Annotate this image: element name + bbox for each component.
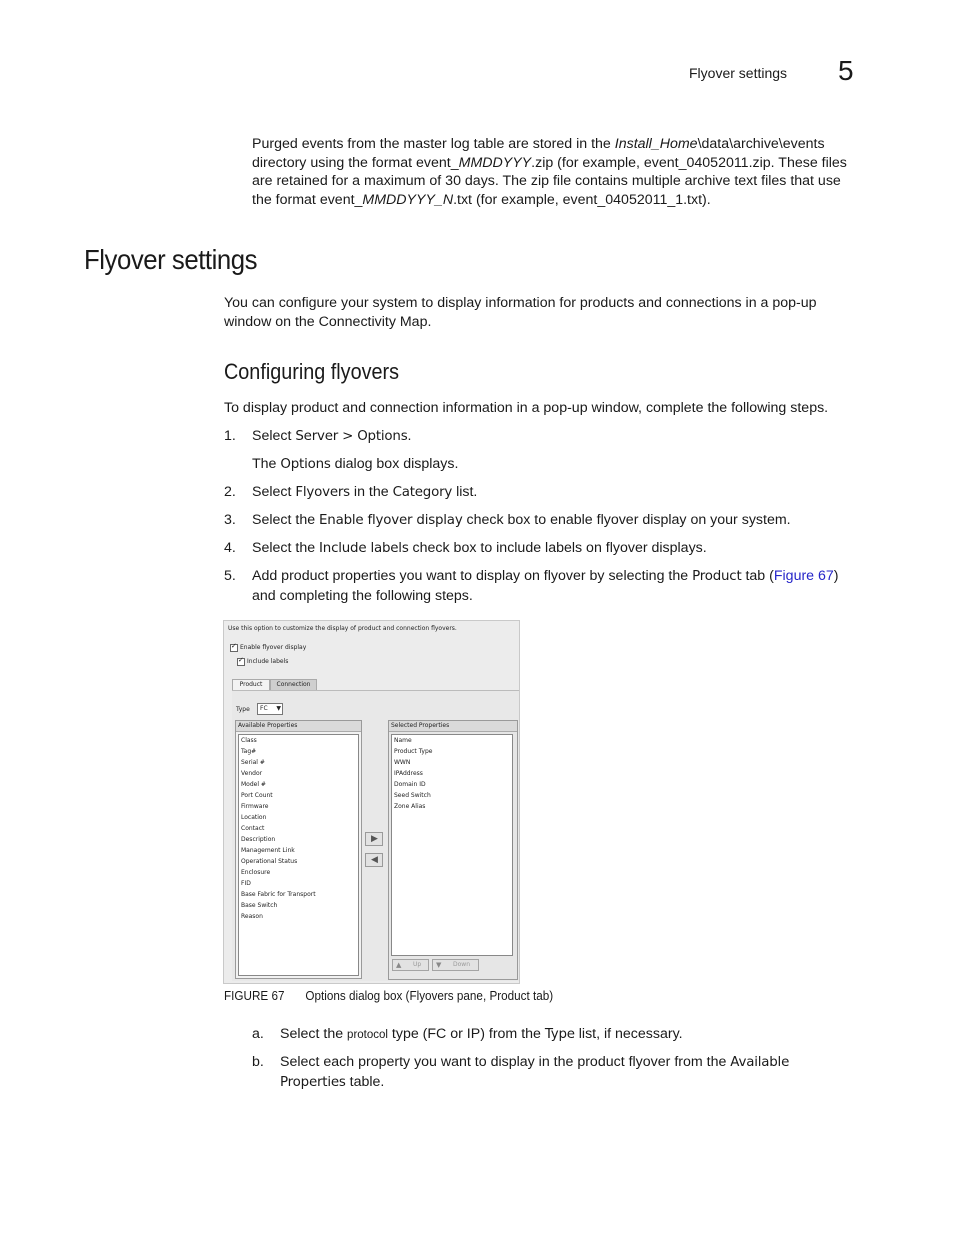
- type-label: Type: [236, 706, 250, 713]
- selected-properties-header: Selected Properties: [389, 721, 517, 732]
- available-properties-box[interactable]: [238, 734, 359, 976]
- product-tab-pane: [232, 690, 519, 981]
- type-select[interactable]: [257, 703, 283, 715]
- remove-property-button[interactable]: [365, 853, 383, 867]
- list-item[interactable]: Model #: [241, 781, 266, 788]
- tab-product[interactable]: Product: [232, 679, 270, 690]
- list-item[interactable]: FID: [241, 880, 251, 887]
- figure-67-link[interactable]: Figure 67: [773, 568, 834, 584]
- list-item[interactable]: Contact: [241, 825, 265, 832]
- step-number: 4.: [224, 540, 236, 556]
- substep-b: b. Select each property you want to display in the product flyover from the Available Properties table.: [252, 1054, 790, 1090]
- chapter-number: 5: [838, 55, 854, 86]
- list-item[interactable]: WWN: [394, 759, 411, 766]
- list-item[interactable]: Vendor: [241, 770, 263, 777]
- list-item[interactable]: Base Fabric for Transport: [241, 891, 316, 898]
- list-item[interactable]: Domain ID: [394, 781, 426, 788]
- list-item[interactable]: Name: [394, 737, 412, 744]
- section-heading: Flyover settings: [84, 244, 258, 275]
- add-property-button[interactable]: [365, 832, 383, 846]
- list-item[interactable]: Location: [241, 814, 267, 821]
- step-number: 1.: [224, 428, 236, 444]
- step-number: 5.: [224, 568, 236, 584]
- list-item[interactable]: Management Link: [241, 847, 295, 854]
- list-item[interactable]: Description: [241, 836, 276, 843]
- substep-a: a. Select the protocol type (FC or IP) from the Type list, if necessary.: [252, 1026, 683, 1042]
- chevron-down-icon: ▼: [276, 705, 281, 712]
- step-number: 3.: [224, 512, 236, 528]
- list-item[interactable]: Tag#: [241, 748, 257, 755]
- options-dialog-figure: [223, 620, 520, 984]
- list-item[interactable]: Operational Status: [241, 858, 298, 865]
- section-para-line-2: window on the Connectivity Map.: [224, 313, 432, 330]
- selected-properties-list: [388, 720, 518, 980]
- down-button[interactable]: [432, 959, 479, 971]
- list-item[interactable]: Seed Switch: [394, 792, 431, 799]
- intro-line-2: directory using the format event_MMDDYYY.zip (for example, event_04052011.zip. These files: [252, 154, 847, 171]
- list-item[interactable]: Reason: [241, 913, 263, 920]
- selected-properties-box[interactable]: [391, 734, 513, 956]
- list-item[interactable]: Firmware: [241, 803, 269, 810]
- dialog-instruction: Use this option to customize the display of product and connection flyovers.: [228, 625, 457, 632]
- substep-letter: b.: [252, 1054, 264, 1070]
- triangle-down-icon: ▼: [436, 961, 442, 969]
- figure-caption-text: Options dialog box (Flyovers pane, Product tab): [305, 988, 554, 1003]
- list-item[interactable]: Product Type: [394, 748, 433, 755]
- available-properties-header: Available Properties: [236, 721, 361, 732]
- list-item[interactable]: IPAddress: [394, 770, 423, 777]
- available-properties-list: [235, 720, 362, 979]
- triangle-up-icon: ▲: [396, 961, 402, 969]
- list-item[interactable]: Enclosure: [241, 869, 271, 876]
- intro-line-3: are retained for a maximum of 30 days. The zip file contains multiple archive text files that use: [252, 173, 841, 190]
- tab-connection[interactable]: Connection: [270, 679, 317, 690]
- enable-flyover-checkbox[interactable]: [230, 644, 238, 652]
- section-paragraph: [224, 294, 874, 331]
- up-button[interactable]: [392, 959, 429, 971]
- subsection-heading: Configuring flyovers: [224, 359, 399, 384]
- list-item[interactable]: Port Count: [241, 792, 273, 799]
- step-number: 2.: [224, 484, 236, 500]
- arrow-right-icon: ▶: [371, 834, 378, 844]
- intro-line-1: Purged events from the master log table are stored in the Install_Home\data\archive\events: [252, 136, 825, 152]
- list-item[interactable]: Serial #: [241, 759, 265, 766]
- figure-caption: [224, 988, 553, 1003]
- running-header-title: Flyover settings: [689, 65, 788, 81]
- intro-paragraph: [252, 135, 882, 209]
- enable-flyover-label: Enable flyover display: [240, 644, 307, 651]
- substep-letter: a.: [252, 1026, 264, 1042]
- figure-label: FIGURE 67: [224, 988, 285, 1003]
- type-select-value: FC: [260, 705, 268, 712]
- list-item[interactable]: Zone Alias: [394, 803, 426, 810]
- include-labels-label: Include labels: [247, 658, 289, 665]
- intro-line-4: the format event_MMDDYYY_N.txt (for example, event_04052011_1.txt).: [252, 191, 711, 208]
- up-button-label: Up: [413, 961, 422, 968]
- list-item[interactable]: Base Switch: [241, 902, 278, 909]
- list-item[interactable]: Class: [241, 737, 257, 744]
- subsection-intro: To display product and connection information in a pop-up window, complete the following steps.: [224, 400, 829, 416]
- arrow-left-icon: ◀: [371, 855, 378, 865]
- down-button-label: Down: [453, 961, 471, 968]
- section-para-line-1: You can configure your system to display information for products and connections in a pop-up: [224, 295, 817, 311]
- include-labels-checkbox[interactable]: [237, 658, 245, 666]
